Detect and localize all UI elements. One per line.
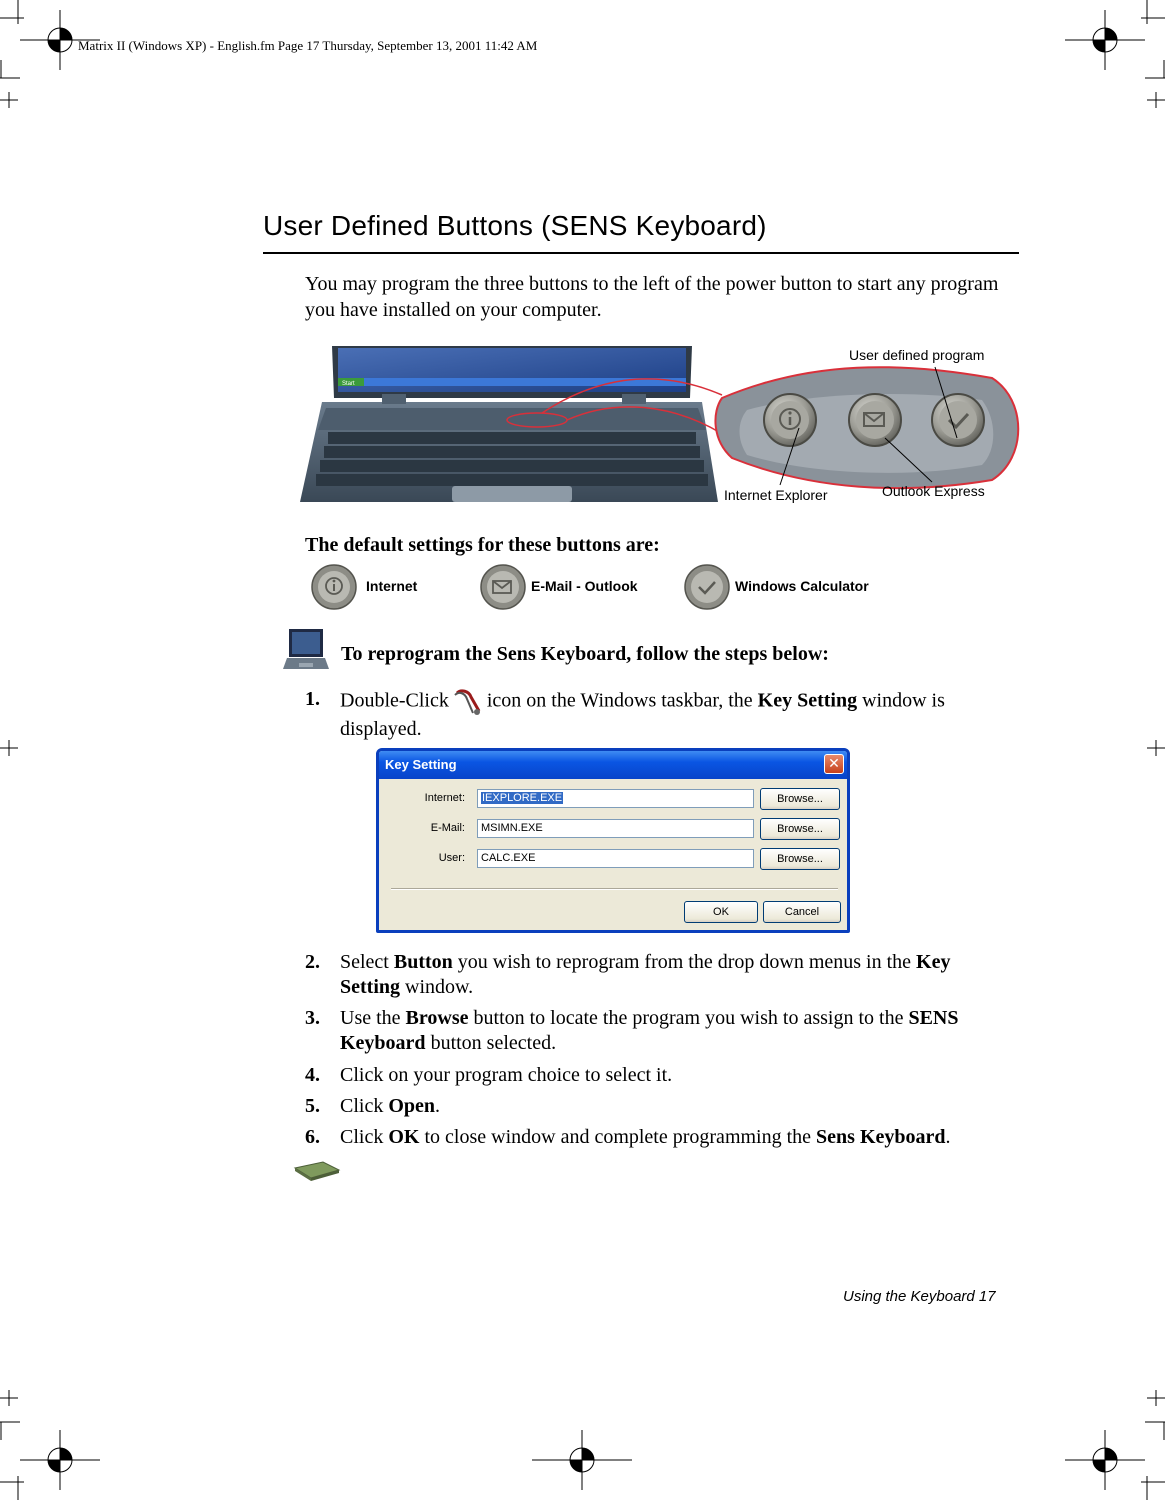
internet-program-field[interactable] xyxy=(477,789,754,808)
step-text-part: Use the xyxy=(340,1007,401,1029)
label-outlook-express: Outlook Express xyxy=(882,483,985,499)
step-number: 4. xyxy=(305,1064,320,1086)
info-icon xyxy=(310,563,358,611)
internet-label: Internet: xyxy=(424,792,465,804)
step-bold: Sens Keyboard xyxy=(816,1126,946,1148)
step-text-part: window. xyxy=(405,976,474,998)
step-bold: Browse xyxy=(405,1007,469,1029)
step-text-part: Select xyxy=(340,951,389,973)
dialog-title: Key Setting xyxy=(385,757,457,772)
step-text-part: . xyxy=(435,1095,441,1117)
key-setting-dialog xyxy=(376,748,850,933)
page-footer: Using the Keyboard 17 xyxy=(843,1288,996,1305)
step-number: 2. xyxy=(305,951,320,973)
default-label-email: E-Mail - Outlook xyxy=(531,578,638,594)
email-label: E-Mail: xyxy=(430,822,465,834)
step-text-part: you wish to reprogram from the drop down menus in the xyxy=(457,951,912,973)
dialog-row-internet xyxy=(379,788,847,810)
title-rule xyxy=(263,252,1019,254)
user-label: User: xyxy=(438,852,465,864)
default-label-internet: Internet xyxy=(366,578,418,594)
internet-program-value: IEXPLORE.EXE xyxy=(482,792,563,804)
step-text-part: . xyxy=(945,1126,951,1148)
step-text-part: button selected. xyxy=(430,1032,557,1054)
step-bold: Key Setting xyxy=(340,951,951,998)
defaults-heading: The default settings for these buttons are: xyxy=(305,534,660,556)
step-text xyxy=(340,1125,1010,1150)
closed-laptop-icon xyxy=(293,1160,341,1182)
step-number: 5. xyxy=(305,1095,320,1117)
header-meta: Matrix II (Windows XP) - English.fm Page 17 Thursday, September 13, 2001 11:42 AM xyxy=(78,38,538,53)
laptop-figure xyxy=(292,340,1022,513)
step-bold: Open xyxy=(388,1095,436,1117)
email-program-field[interactable]: MSIMN.EXE xyxy=(477,819,754,838)
step-text-part: Click xyxy=(340,1095,384,1117)
browse-internet-button[interactable]: Browse... xyxy=(760,788,840,810)
step-text xyxy=(340,1006,1010,1056)
step-bold: Button xyxy=(393,951,453,973)
step-text-part: Double-Click xyxy=(340,689,449,712)
browse-email-button[interactable]: Browse... xyxy=(760,818,840,840)
step-text-part: icon on the Windows taskbar, the xyxy=(486,689,753,712)
step-text xyxy=(340,950,1010,1000)
ok-button[interactable]: OK xyxy=(684,901,758,923)
dialog-separator xyxy=(391,888,838,890)
dialog-row-user xyxy=(379,848,847,870)
step-text: Click on your program choice to select it. xyxy=(340,1064,673,1086)
step-text xyxy=(340,1094,1010,1119)
sens-keyboard-tray-icon xyxy=(451,687,485,717)
user-program-field[interactable]: CALC.EXE xyxy=(477,849,754,868)
step-number: 3. xyxy=(305,1007,320,1029)
step-bold: SENS Keyboard xyxy=(340,1007,959,1054)
step-text-part: window is displayed. xyxy=(340,689,945,740)
step-text-part: button to locate the program you wish to assign to the xyxy=(473,1007,904,1029)
step-number: 6. xyxy=(305,1126,320,1148)
label-user-defined-program: User defined program xyxy=(849,347,985,363)
check-icon xyxy=(683,563,731,611)
dialog-row-email xyxy=(379,818,847,840)
step-bold: Key Setting xyxy=(757,689,858,712)
dialog-titlebar[interactable] xyxy=(379,751,847,779)
label-internet-explorer: Internet Explorer xyxy=(724,487,828,503)
steps-heading: To reprogram the Sens Keyboard, follow the steps below: xyxy=(341,643,829,665)
taskbar-start-text: Start xyxy=(342,381,355,387)
page-title: User Defined Buttons (SENS Keyboard) xyxy=(263,210,767,241)
intro-paragraph: You may program the three buttons to the left of the power button to start any program you have installed on your computer. xyxy=(305,273,999,321)
step-number: 1. xyxy=(305,688,320,710)
browse-user-button[interactable]: Browse... xyxy=(760,848,840,870)
step-text xyxy=(340,687,1010,742)
cancel-button[interactable]: Cancel xyxy=(763,901,841,923)
default-label-calculator: Windows Calculator xyxy=(735,578,869,594)
close-icon[interactable]: ✕ xyxy=(824,754,844,774)
step-text-part: Click xyxy=(340,1126,384,1148)
laptop-procedure-icon xyxy=(283,627,329,671)
step-text-part: to close window and complete programming the xyxy=(424,1126,812,1148)
envelope-icon xyxy=(479,563,527,611)
step-bold: OK xyxy=(388,1126,420,1148)
